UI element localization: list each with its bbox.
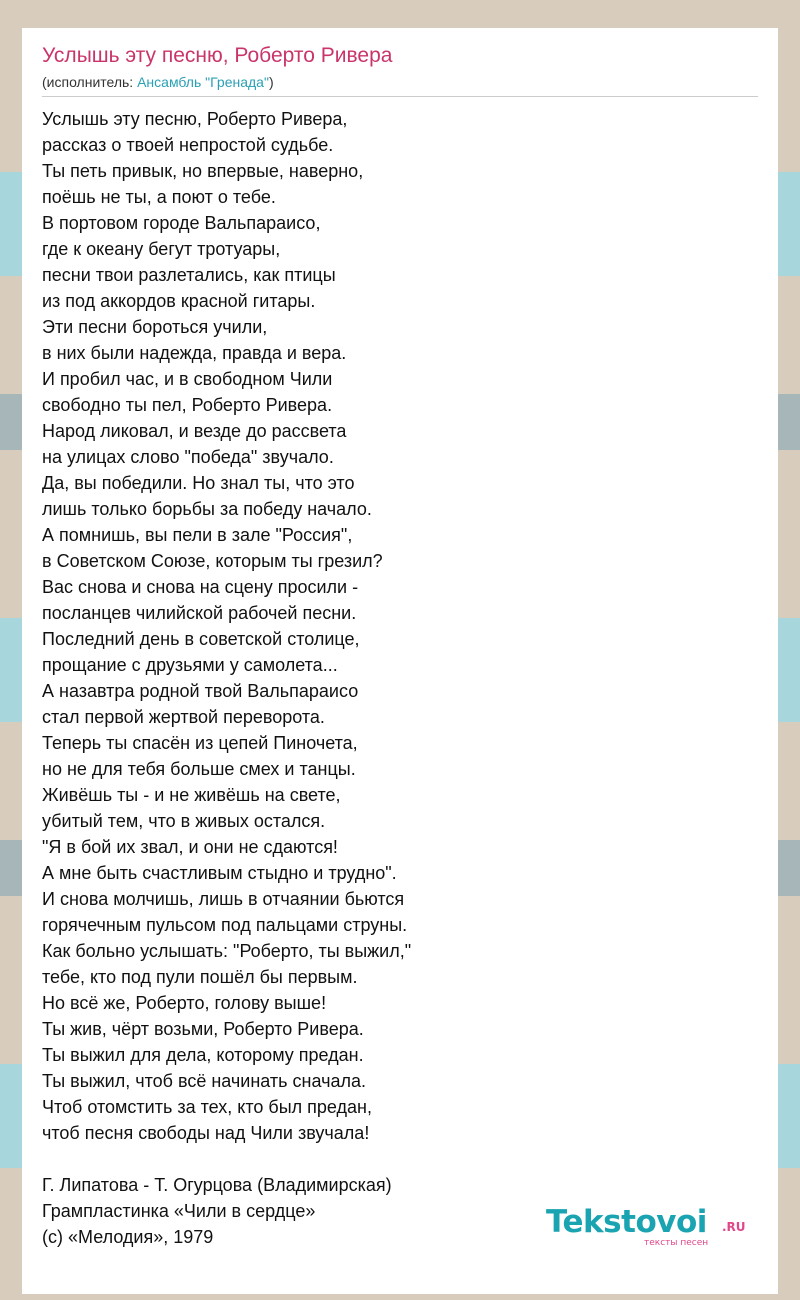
lyric-line: прощание с друзьями у самолета... xyxy=(42,655,338,675)
lyric-line: Последний день в советской столице, xyxy=(42,629,360,649)
performer-prefix: (исполнитель: xyxy=(42,74,138,90)
lyrics-card xyxy=(22,28,778,1294)
lyric-line: на улицах слово "победа" звучало. xyxy=(42,447,334,467)
lyric-line: А мне быть счастливым стыдно и трудно". xyxy=(42,863,397,883)
lyric-line: Ты выжил, чтоб всё начинать сначала. xyxy=(42,1071,366,1091)
lyric-line: Да, вы победили. Но знал ты, что это xyxy=(42,473,355,493)
title-divider xyxy=(42,96,758,97)
lyric-line: рассказ о твоей непростой судьбе. xyxy=(42,135,334,155)
site-logo[interactable] xyxy=(546,1204,752,1254)
lyric-line: Теперь ты спасён из цепей Пиночета, xyxy=(42,733,358,753)
lyric-line: Но всё же, Роберто, голову выше! xyxy=(42,993,327,1013)
lyric-line: поёшь не ты, а поют о тебе. xyxy=(42,187,276,207)
lyric-line: А назавтра родной твой Вальпараисо xyxy=(42,681,359,701)
lyric-line: песни твои разлетались, как птицы xyxy=(42,265,336,285)
lyrics-text xyxy=(42,106,411,1146)
lyric-line: стал первой жертвой переворота. xyxy=(42,707,325,727)
lyric-line: Эти песни бороться учили, xyxy=(42,317,268,337)
logo-tagline: тексты песен xyxy=(644,1238,709,1248)
lyric-line: тебе, кто под пули пошёл бы первым. xyxy=(42,967,358,987)
lyric-line: "Я в бой их звал, и они не сдаются! xyxy=(42,837,338,857)
performer-suffix: ) xyxy=(268,74,274,90)
song-credits xyxy=(42,1172,392,1250)
lyric-line: из под аккордов красной гитары. xyxy=(42,291,316,311)
lyric-line: Ты петь привык, но впервые, наверно, xyxy=(42,161,364,181)
lyric-line: В портовом городе Вальпараисо, xyxy=(42,213,321,233)
lyric-line: чтоб песня свободы над Чили звучала! xyxy=(42,1123,370,1143)
lyric-line: Чтоб отомстить за тех, кто был предан, xyxy=(42,1097,372,1117)
lyric-line: в Советском Союзе, которым ты грезил? xyxy=(42,551,383,571)
lyric-line: горячечным пульсом под пальцами струны. xyxy=(42,915,408,935)
song-title: Услышь эту песню, Роберто Ривера xyxy=(42,44,393,67)
lyric-line: Как больно услышать: "Роберто, ты выжил," xyxy=(42,941,412,961)
lyric-line: где к океану бегут тротуары, xyxy=(42,239,281,259)
lyric-line: Вас снова и снова на сцену просили - xyxy=(42,577,359,597)
lyric-line: но не для тебя больше смех и танцы. xyxy=(42,759,356,779)
lyric-line: убитый тем, что в живых остался. xyxy=(42,811,326,831)
lyric-line: Живёшь ты - и не живёшь на свете, xyxy=(42,785,341,805)
lyric-line: посланцев чилийской рабочей песни. xyxy=(42,603,357,623)
credit-line: Грампластинка «Чили в сердце» xyxy=(42,1201,316,1221)
credit-line: (c) «Мелодия», 1979 xyxy=(42,1227,214,1247)
credit-line: Г. Липатова - Т. Огурцова (Владимирская) xyxy=(42,1175,392,1195)
lyric-line: в них были надежда, правда и вера. xyxy=(42,343,347,363)
logo-wordmark: Tekstovoi xyxy=(546,1204,707,1240)
lyric-line: Народ ликовал, и везде до рассвета xyxy=(42,421,347,441)
lyric-line: Услышь эту песню, Роберто Ривера, xyxy=(42,109,348,129)
logo-tld: .RU xyxy=(722,1220,746,1234)
lyric-line: И пробил час, и в свободном Чили xyxy=(42,369,333,389)
lyric-line: А помнишь, вы пели в зале "Россия", xyxy=(42,525,353,545)
lyric-line: лишь только борьбы за победу начало. xyxy=(42,499,372,519)
lyric-line: Ты выжил для дела, которому предан. xyxy=(42,1045,364,1065)
performer-line xyxy=(42,74,274,90)
performer-link[interactable]: Ансамбль "Гренада" xyxy=(137,74,269,90)
lyric-line: свободно ты пел, Роберто Ривера. xyxy=(42,395,333,415)
lyric-line: Ты жив, чёрт возьми, Роберто Ривера. xyxy=(42,1019,364,1039)
lyric-line: И снова молчишь, лишь в отчаянии бьются xyxy=(42,889,405,909)
